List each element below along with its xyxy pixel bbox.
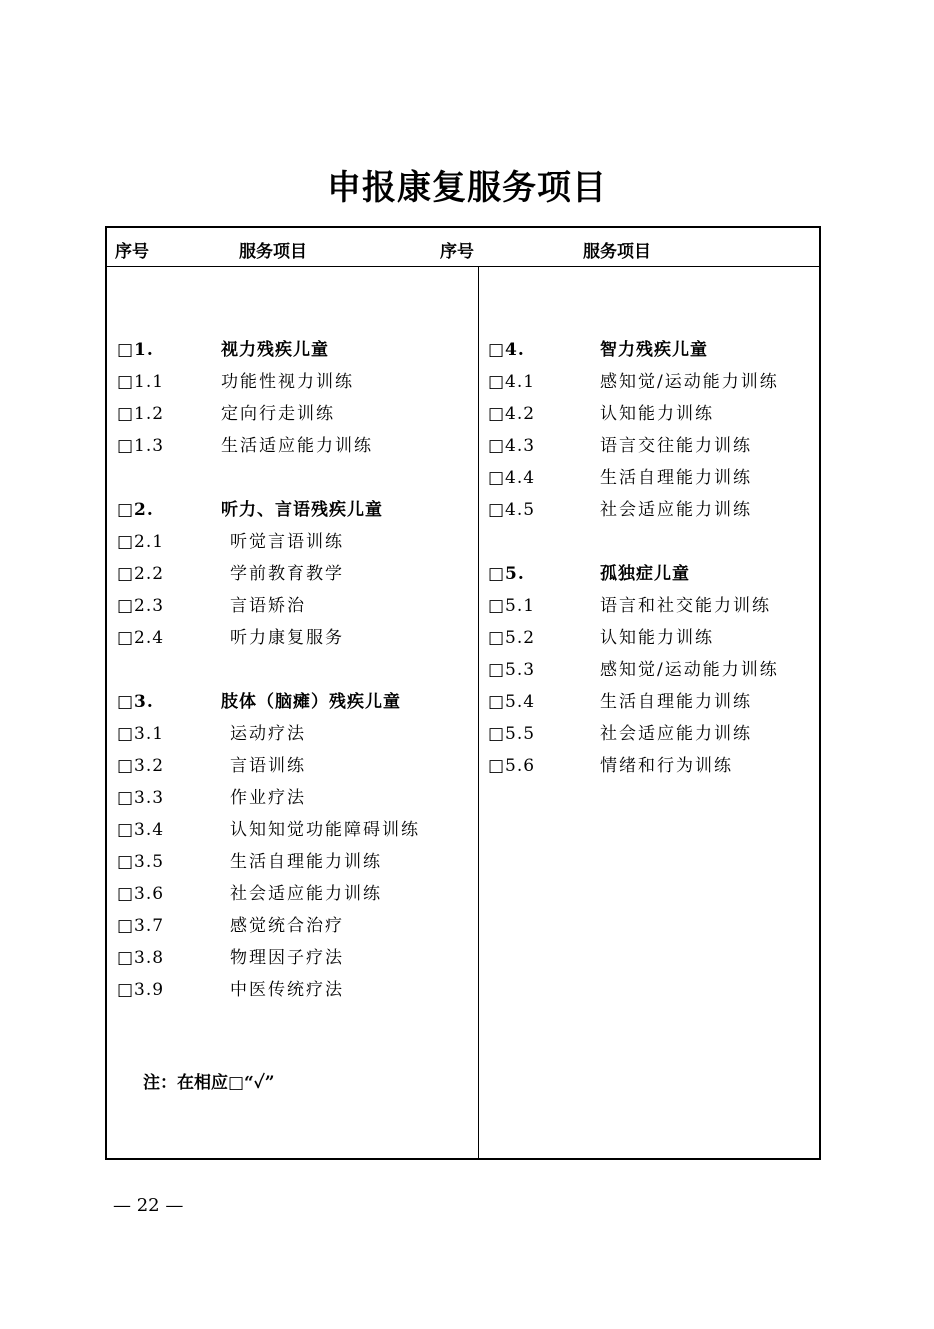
checkbox-code[interactable]: □4. xyxy=(488,340,525,360)
checkbox-code[interactable]: □3. xyxy=(117,692,154,712)
item-name: 学前教育教学 xyxy=(230,564,344,584)
checkbox-code[interactable]: □4.2 xyxy=(488,404,536,424)
checkbox-code[interactable]: □3.6 xyxy=(117,884,165,904)
checkbox-code[interactable]: □1.2 xyxy=(117,404,165,424)
category-name: 视力残疾儿童 xyxy=(221,340,329,360)
item-name: 感觉统合治疗 xyxy=(230,916,344,936)
item-name: 感知觉/运动能力训练 xyxy=(600,660,779,680)
checkbox-code[interactable]: □4.3 xyxy=(488,436,536,456)
checkbox-code[interactable]: □1.3 xyxy=(117,436,165,456)
item-name: 物理因子疗法 xyxy=(230,948,344,968)
note-text: 注：在相应□“✓” xyxy=(143,1073,275,1093)
checkbox-code[interactable]: □3.3 xyxy=(117,788,165,808)
item-name: 功能性视力训练 xyxy=(221,372,354,392)
item-name: 定向行走训练 xyxy=(221,404,335,424)
item-name: 言语矫治 xyxy=(230,596,306,616)
category-name: 肢体（脑瘫）残疾儿童 xyxy=(221,692,401,712)
column-divider xyxy=(478,267,479,1158)
checkbox-code[interactable]: □3.5 xyxy=(117,852,165,872)
item-name: 生活适应能力训练 xyxy=(221,436,373,456)
item-name: 生活自理能力训练 xyxy=(600,468,752,488)
checkbox-code[interactable]: □3.2 xyxy=(117,756,165,776)
category-name: 智力残疾儿童 xyxy=(600,340,708,360)
checkbox-code[interactable]: □2.3 xyxy=(117,596,165,616)
item-name: 听力康复服务 xyxy=(230,628,344,648)
page-number: — 22 — xyxy=(113,1195,184,1216)
service-items-table xyxy=(105,226,821,1160)
checkbox-code[interactable]: □2. xyxy=(117,500,154,520)
item-name: 社会适应能力训练 xyxy=(600,500,752,520)
item-name: 生活自理能力训练 xyxy=(600,692,752,712)
checkbox-code[interactable]: □4.1 xyxy=(488,372,536,392)
checkbox-code[interactable]: □4.5 xyxy=(488,500,536,520)
checkbox-code[interactable]: □1.1 xyxy=(117,372,165,392)
item-name: 认知能力训练 xyxy=(600,628,714,648)
checkbox-code[interactable]: □3.7 xyxy=(117,916,165,936)
item-name: 语言交往能力训练 xyxy=(600,436,752,456)
item-name: 听觉言语训练 xyxy=(230,532,344,552)
item-name: 语言和社交能力训练 xyxy=(600,596,771,616)
item-name: 社会适应能力训练 xyxy=(230,884,382,904)
checkbox-code[interactable]: □2.1 xyxy=(117,532,165,552)
item-name: 认知能力训练 xyxy=(600,404,714,424)
checkbox-code[interactable]: □3.4 xyxy=(117,820,165,840)
item-name: 社会适应能力训练 xyxy=(600,724,752,744)
item-name: 感知觉/运动能力训练 xyxy=(600,372,779,392)
header-seq-left: 序号 xyxy=(115,242,149,262)
category-name: 孤独症儿童 xyxy=(600,564,690,584)
header-divider xyxy=(107,266,819,267)
checkbox-code[interactable]: □5.2 xyxy=(488,628,536,648)
checkbox-code[interactable]: □5.3 xyxy=(488,660,536,680)
checkbox-code[interactable]: □2.2 xyxy=(117,564,165,584)
checkbox-code[interactable]: □5. xyxy=(488,564,525,584)
item-name: 作业疗法 xyxy=(230,788,306,808)
checkbox-code[interactable]: □5.4 xyxy=(488,692,536,712)
checkbox-code[interactable]: □3.9 xyxy=(117,980,165,1000)
item-name: 中医传统疗法 xyxy=(230,980,344,1000)
page-title: 申报康复服务项目 xyxy=(327,168,607,208)
header-item-left: 服务项目 xyxy=(239,242,307,262)
checkbox-code[interactable]: □3.1 xyxy=(117,724,165,744)
category-name: 听力、言语残疾儿童 xyxy=(221,500,383,520)
item-name: 情绪和行为训练 xyxy=(600,756,733,776)
item-name: 言语训练 xyxy=(230,756,306,776)
checkbox-code[interactable]: □5.5 xyxy=(488,724,536,744)
header-seq-right: 序号 xyxy=(440,242,474,262)
item-name: 认知知觉功能障碍训练 xyxy=(230,820,420,840)
item-name: 生活自理能力训练 xyxy=(230,852,382,872)
checkbox-code[interactable]: □5.1 xyxy=(488,596,536,616)
checkbox-code[interactable]: □4.4 xyxy=(488,468,536,488)
header-item-right: 服务项目 xyxy=(583,242,651,262)
checkbox-code[interactable]: □3.8 xyxy=(117,948,165,968)
checkbox-code[interactable]: □5.6 xyxy=(488,756,536,776)
checkbox-code[interactable]: □2.4 xyxy=(117,628,165,648)
checkbox-code[interactable]: □1. xyxy=(117,340,154,360)
item-name: 运动疗法 xyxy=(230,724,306,744)
